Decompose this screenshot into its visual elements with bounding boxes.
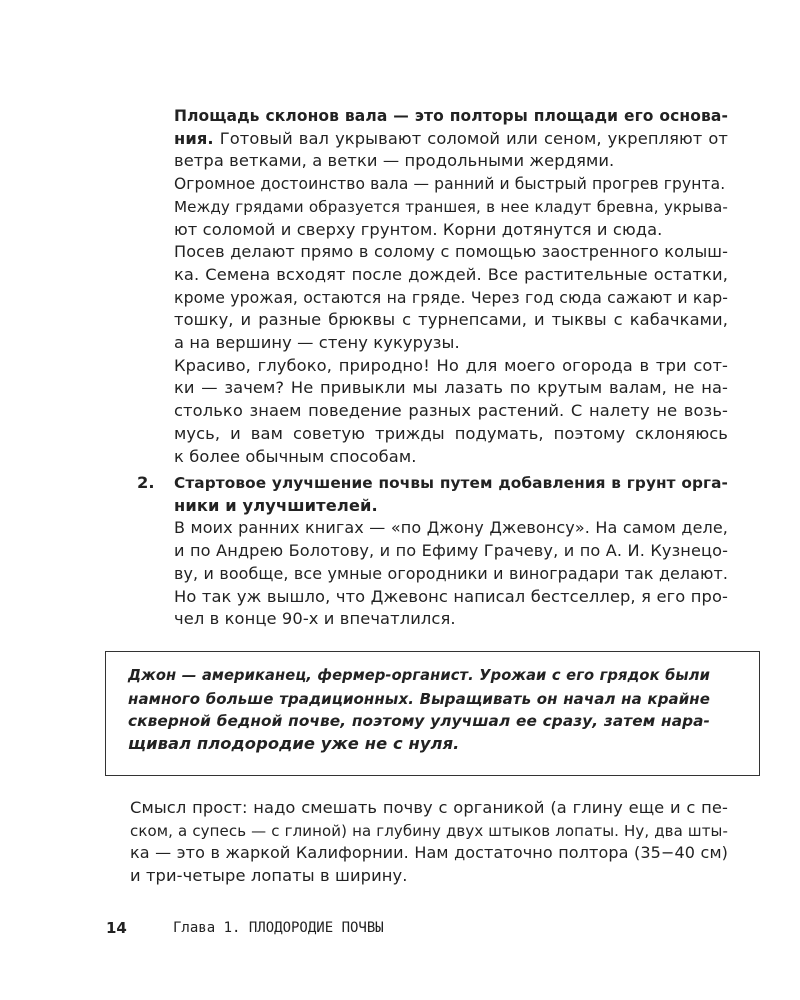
text-line: тошку, и разные брюквы с турнепсами, и тыквы с кабачками, [174, 310, 728, 330]
text-line: и три-четыре лопаты в ширину. [130, 866, 408, 886]
text-line: Огромное достоинство вала — ранний и быстрый прогрев грунта. [174, 175, 726, 194]
list-item-number: 2. [137, 473, 155, 492]
text-line [174, 128, 728, 151]
chapter-title: Глава 1. ПЛОДОРОДИЕ ПОЧВЫ [173, 920, 384, 936]
text-line: ском, а супесь — с глиной) на глубину двух штыков лопаты. Ну, два шты- [130, 821, 728, 840]
text-line: Но так уж вышло, что Джевонс написал бестселлер, я его про- [174, 586, 728, 606]
text-line: и по Андрею Болотову, и по Ефиму Грачеву, и по А. И. Кузнецо- [174, 541, 728, 561]
text-line: Посев делают прямо в солому с помощью заостренного колыш- [174, 242, 728, 262]
text-line: чел в конце 90-х и впечатлился. [174, 609, 456, 629]
text-line: ка — это в жаркой Калифорнии. Нам достаточно полтора (35−40 см) [130, 843, 728, 863]
callout-line: щивал плодородие уже не с нуля. [128, 734, 460, 754]
callout-box [105, 651, 760, 776]
callout-text [128, 665, 710, 756]
text-line: Красиво, глубоко, природно! Но для моего огорода в три сот- [174, 355, 728, 375]
text-line: ву, и вообще, все умные огородники и виноградари так делают. [174, 563, 728, 583]
text-line: В моих ранних книгах — «по Джону Джевонсу». На самом деле, [174, 518, 728, 538]
text-line: ют соломой и сверху грунтом. Корни дотянутся и сюда. [174, 219, 663, 239]
text-fragment: Готовый вал укрывают соломой или сеном, укрепляют от [219, 128, 729, 148]
callout-line: Джон — американец, фермер-органист. Урожаи с его грядок были [128, 667, 710, 684]
bold-lead-line: Площадь склонов вала — это полторы площади его основа- [174, 107, 728, 125]
text-line: ки — зачем? Не привыкли мы лазать по крутым валам, не на- [174, 378, 728, 398]
item-heading-line: Стартовое улучшение почвы путем добавления в грунт орга- [174, 474, 728, 492]
text-line: ка. Семена всходят после дождей. Все растительные остатки, [174, 264, 728, 284]
text-line: Смысл прост: надо смешать почву с органикой (а глину еще и с пе- [130, 798, 728, 817]
page-number: 14 [106, 919, 127, 937]
text-line: мусь, и вам советую трижды подумать, поэтому склоняюсь [174, 423, 728, 443]
list-item-2 [174, 472, 728, 631]
text-line: ветра ветками, а ветки — продольными жердями. [174, 151, 615, 171]
bold-lead-end: ния. [174, 128, 214, 148]
callout-line: намного больше традиционных. Выращивать он начал на крайне [128, 689, 710, 708]
item-heading-line: ники и улучшителей. [174, 495, 378, 515]
text-line: а на вершину — стену кукурузы. [174, 333, 460, 353]
intro-paragraphs [174, 105, 728, 468]
callout-line: скверной бедной почве, поэтому улучшал ее сразу, затем нара- [128, 712, 710, 731]
closing-paragraph [130, 797, 728, 888]
text-line: столько знаем поведение разных растений. С налету не возь- [174, 401, 728, 421]
text-line: кроме урожая, остаются на гряде. Через год сюда сажают и кар- [174, 287, 728, 307]
text-line: Между грядами образуется траншея, в нее кладут бревна, укрыва- [174, 197, 728, 216]
text-line: к более обычным способам. [174, 446, 417, 466]
